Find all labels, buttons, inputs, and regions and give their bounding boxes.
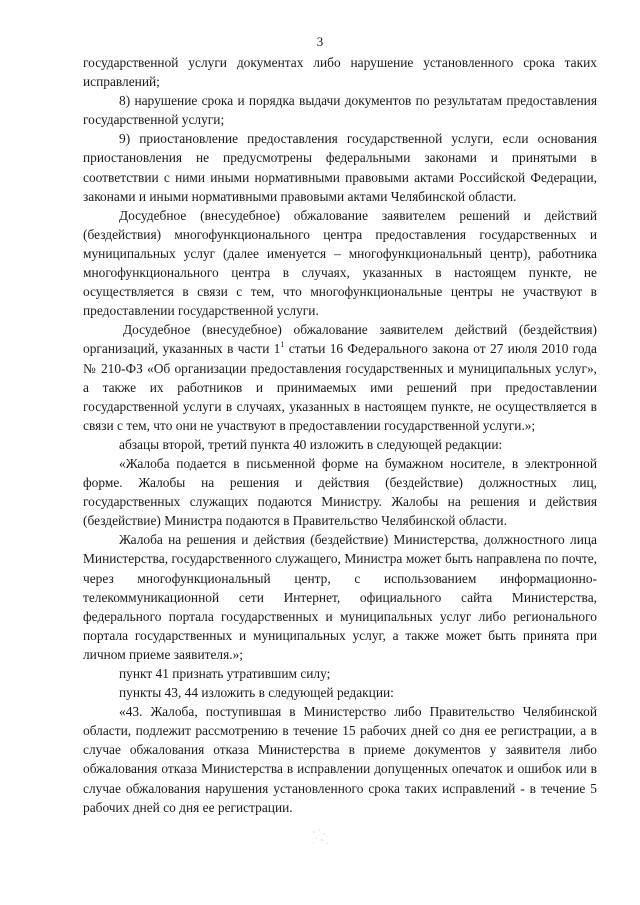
paragraph: пункты 43, 44 изложить в следующей редакции: [119,685,394,701]
superscript: 1 [280,340,285,350]
paragraph: «43. Жалоба, поступившая в Министерство либо Правительство Челябинской области, подлежит рассмотрению в течение 15 рабочих дней со дня ее регистрации, а в случае обжалования отказа Министерства в приеме документов у заявителя либо обжалования отказа Министерства в исправлении допущенных опечаток и ошибок или в случае обжалования нарушения установленного срока таких исправлений - в течение 5 рабочих дней со дня ее регистрации. [83,704,597,815]
paragraph: 8) нарушение срока и порядка выдачи документов по результатам предоставления государственной услуги; [83,93,597,128]
page-number: 3 [316,34,324,49]
paragraph: абзацы второй, третий пункта 40 изложить в следующей редакции: [119,436,503,452]
paragraph: «Жалоба подается в письменной форме на бумажном носителе, в электронной форме. Жалобы на решения и действия (бездействие) должностных лиц, государственных служащих подаются Министру. Жалобы на решения и действия (бездействие) Министра подаются в Правительство Челябинской области. [83,455,597,529]
paragraph [83,320,597,435]
paragraph: Досудебное (внесудебное) обжалование заявителем решений и действий (бездействия) многофункционального центра предоставления государственных и муниципальных услуг (далее именуется – многофункциональный центр), работника многофункционального центра в случаях, указанных в настоящем пункте, не осуществляется в связи с тем, что многофункциональные центры не участвуют в предоставлении государственной услуги. [83,207,597,319]
paragraph: пункт 41 признать утратившим силу; [119,666,331,681]
scan-noise-mark [310,828,330,846]
paragraph: 9) приостановление предоставления государственной услуги, если основания приостановления не предусмотрены федеральными законами и принятыми в соответствии с ними иными нормативными правовыми актами Российской Федерации, законами и иными нормативными правовыми актами Челябинской области. [83,131,597,204]
paragraph: Жалоба на решения и действия (бездействие) Министерства, должностного лица Министерства, государственного служащего, Министра может быть направлена по почте, через многофункциональный центр, с использованием информационно-телекоммуникационной сети Интернет, официального сайта Министерства, федерального портала государственных и муниципальных услуг либо регионального портала государственных и муниципальных услуг, а также может быть принята при личном приеме заявителя.»; [83,532,597,662]
paragraph-text: статьи 16 Федерального закона от 27 июля 2010 года № 210-ФЗ «Об организации предоставления государственных и муниципальных услуг», а также их работников и принимаемых ими решений при предоставлении государственной услуги в случаях, указанных в настоящем пункте, не осуществляется в связи с тем, что они не участвуют в предоставлении государственной услуги.»; [83,341,597,433]
paragraph-text: Досудебное (внесудебное) обжалование заявителем действий (бездействия) организаций, указанных в части 1 [83,322,597,357]
paragraph: государственной услуги документах либо нарушение установленного срока таких исправлений; [83,55,597,90]
document-body [83,53,597,817]
